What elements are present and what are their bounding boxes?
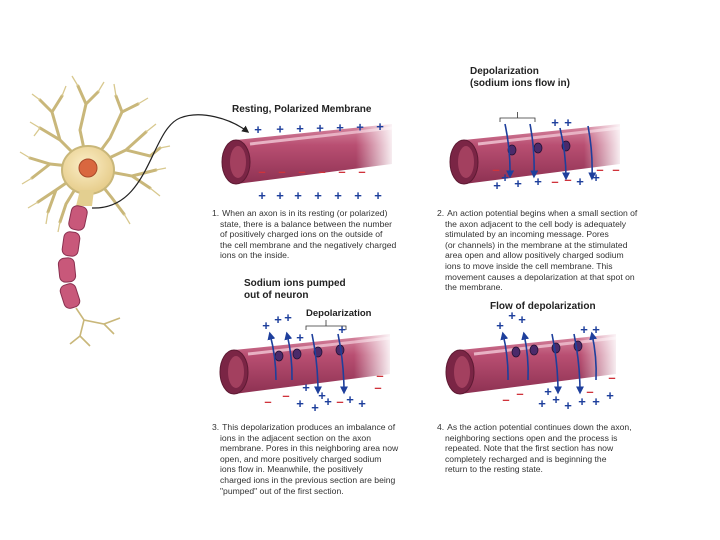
panel4-plus: + [508,308,516,323]
neuron-illustration [20,76,170,346]
panel1-plus-bottom: + [258,188,266,203]
panel2-plus: + [514,176,522,191]
panel4-minus: – [608,370,616,385]
panel4-plus: + [592,322,600,337]
ion-channel-p3-0 [275,351,283,361]
panel2-minus: – [492,162,500,177]
ion-channel-p4-0 [512,347,520,357]
axon-end-inner [228,356,244,388]
panel3-plus: + [274,312,282,327]
panel-3-title: Sodium ions pumped out of neuron [244,278,346,301]
panel-2-title: Depolarization (sodium ions flow in) [470,66,570,89]
panel1-plus-bottom: + [334,188,342,203]
panel1-plus-top: + [254,122,262,137]
panel-4-number: 4. [437,422,445,432]
panel-2-number: 2. [437,208,445,218]
panel2-plus: + [501,170,509,185]
panel1-plus-bottom: + [354,188,362,203]
panel-3-number: 3. [212,422,220,432]
panel2-plus: + [493,178,501,193]
axon-end-inner [454,356,470,388]
panel2-plus: + [576,174,584,189]
panel4-plus: + [544,384,552,399]
panel3-plus: + [296,330,304,345]
panel1-minus-inside: – [258,164,266,179]
panel4-plus: + [592,394,600,409]
panel1-plus-top: + [276,121,284,137]
panel1-plus-bottom: + [294,188,302,203]
panel2-plus: + [564,115,572,130]
axon-end-inner [458,146,474,178]
panel3-plus: + [262,318,270,333]
panel3-minus: – [376,368,384,383]
axon-end-inner [230,146,246,178]
panel3-plus: + [302,380,310,395]
panel4-plus: + [578,394,586,409]
panel4-plus: + [496,318,504,333]
panel1-minus-inside: – [278,164,286,179]
panel1-plus-bottom: + [314,188,322,203]
panel3-plus: + [346,392,354,407]
panel1-minus-inside: – [338,164,346,179]
panel4-minus: – [586,384,594,399]
panel1-minus-inside: – [298,164,306,179]
panel3-minus: – [282,388,290,403]
panel4-plus: + [552,392,560,407]
panel2-bracket [500,112,535,122]
panel3-plus: + [311,400,319,415]
panel1-minus-inside: – [318,164,326,179]
panel4-minus: – [502,392,510,407]
panel1-plus-bottom: + [276,188,284,203]
panel3-plus: + [318,388,326,403]
panel-1-caption: 1. When an axon is in its resting (or polarized) state, there is a balance between the number of positively charged ions on the outside of the cell membrane and the negatively charged ions on the inside. [212,208,397,261]
panel1-plus-top: + [336,120,344,135]
panel3-plus: + [324,394,332,409]
ion-channel-p4-1 [530,345,538,355]
axon-fade [584,120,624,188]
ion-channel-p3-1 [293,349,301,359]
panel4-plus: + [606,388,614,403]
panel-3-depolarization-label: Depolarization [306,308,372,319]
panel1-minus-inside: – [358,164,366,179]
panel1-plus-bottom: + [374,188,382,203]
panel3-minus: – [264,394,272,409]
panel-3-caption: 3. This depolarization produces an imbalance of ions in the adjacent section on the axon membrane. Pores in this neighboring area now open, and more positively charged sodium ions flow in. Meanwhile, the positively charged ions in the previous section are being "pumped" out of the first section. [212,422,399,496]
panel2-minus: – [551,174,559,189]
panel2-plus: + [551,115,559,130]
panel2-minus: – [596,162,604,177]
axon-tube-1 [222,120,396,188]
panel3-plus: + [296,396,304,411]
panel3-plus: + [338,322,346,337]
panel3-plus: + [358,396,366,411]
ion-channel-p2-1 [534,143,542,153]
panel4-minus: – [516,386,524,401]
panel1-plus-top: + [376,119,384,134]
nucleus [79,159,97,177]
panel3-minus: – [336,394,344,409]
myelin-sheath [58,205,89,310]
panel-2-caption: 2. An action potential begins when a small section of the axon adjacent to the cell body is adequately stimulated by an incoming message. Pores (or channels) in the membrane at the stimulated area open and allow positively charged sodium ions to move inside the cell membrane. This movement causes a depolarization at that spot on the membrane. [437,208,638,293]
panel2-minus: – [564,172,572,187]
panel1-plus-top: + [316,120,324,136]
panel3-plus: + [284,310,292,325]
panel-1-title: Resting, Polarized Membrane [232,104,372,115]
panel1-plus-top: + [356,119,364,135]
panel4-plus: + [518,312,526,327]
panel1-plus-top: + [296,121,304,136]
panel4-plus: + [538,396,546,411]
panel-4-caption: 4. As the action potential continues down the axon, neighboring sections open and the process is repeated. Note that the first section has now completely recharged and is beginning the return to the resting state. [437,422,632,475]
panel-1-number: 1. [212,208,220,218]
axon-terminals [70,308,120,346]
panel2-plus: + [534,174,542,189]
panel3-minus: – [374,380,382,395]
panel2-plus: + [592,170,600,185]
panel4-plus: + [564,398,572,413]
panel2-minus: – [612,162,620,177]
panel-4-title: Flow of depolarization [490,301,596,312]
panel4-plus: + [580,322,588,337]
